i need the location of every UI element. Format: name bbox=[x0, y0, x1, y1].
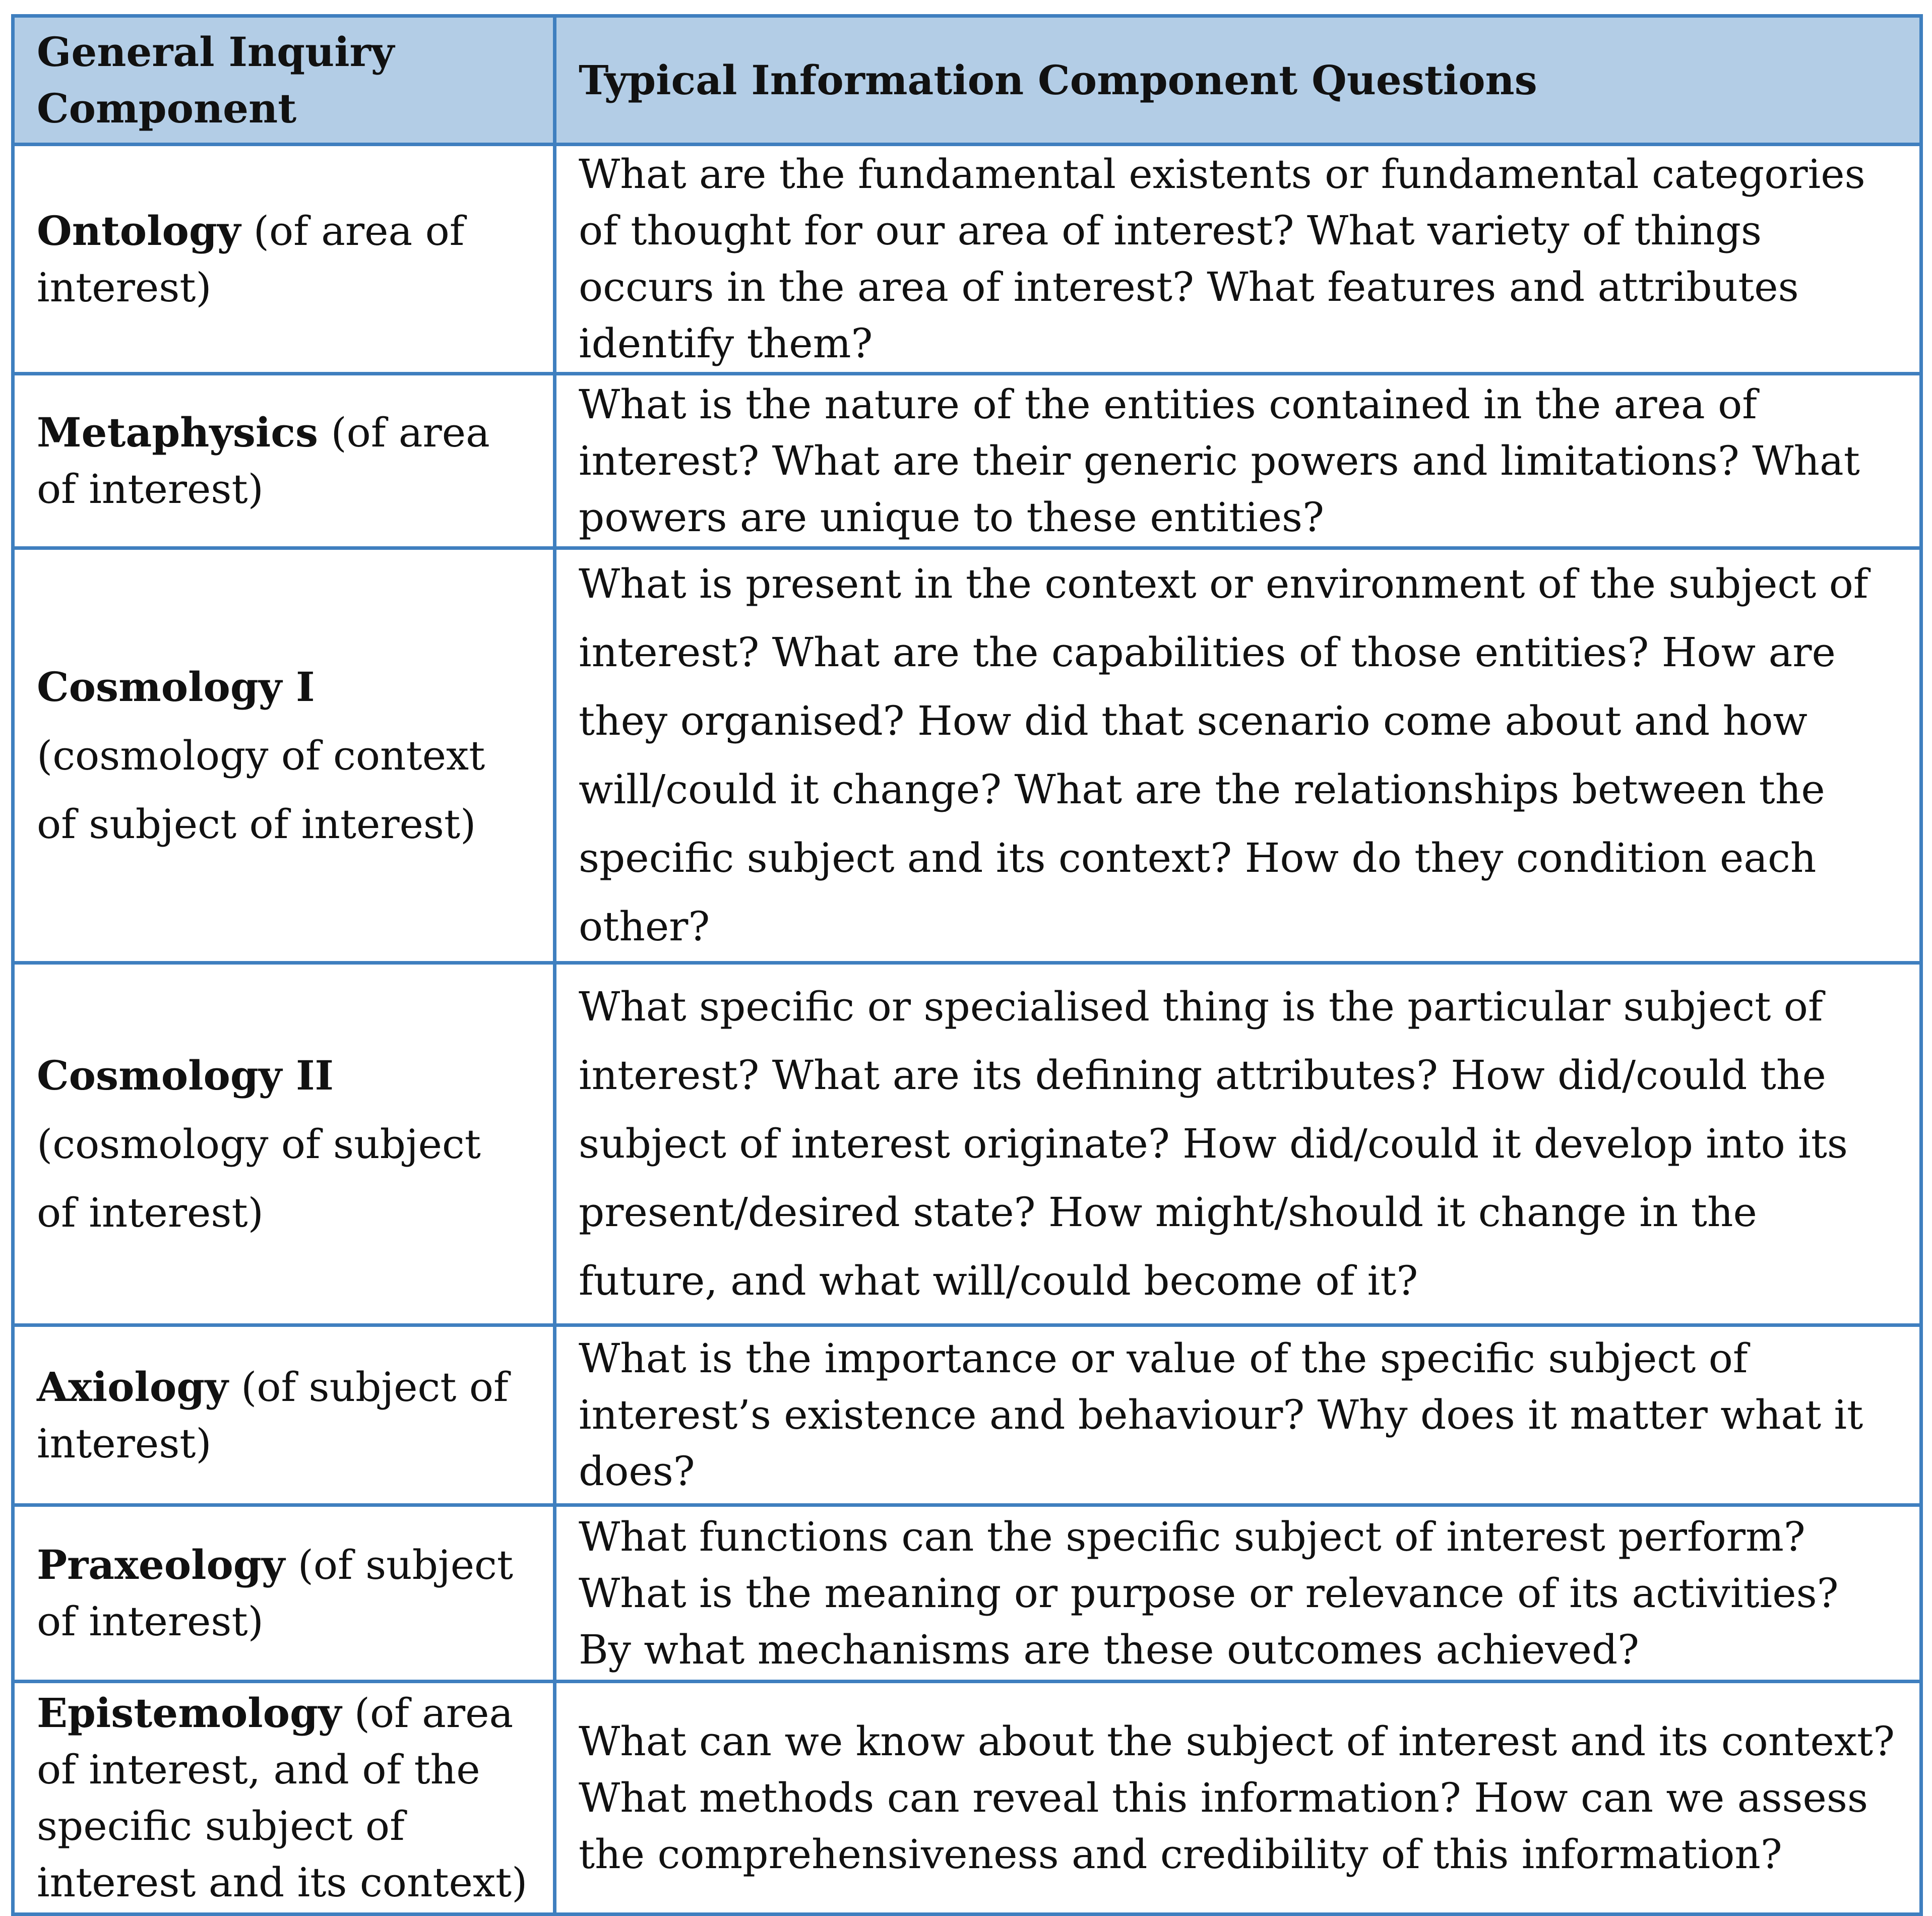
component-term: Metaphysics bbox=[37, 409, 319, 456]
questions-cell: What is the importance or value of the specific subject of interest’s existence and behaviour? Why does it matter what it does? bbox=[555, 1325, 1921, 1505]
component-cell bbox=[13, 548, 555, 963]
table-row bbox=[13, 374, 1921, 548]
table-row bbox=[13, 145, 1921, 374]
component-term: Cosmology I bbox=[37, 663, 315, 711]
questions-cell: What is the nature of the entities contained in the area of interest? What are their generic powers and limitations? What powers are unique to these entities? bbox=[555, 374, 1921, 548]
component-cell bbox=[13, 1682, 555, 1914]
inquiry-components-table bbox=[11, 14, 1923, 1916]
component-qualifier: (cosmology of subject of interest) bbox=[37, 1120, 481, 1236]
component-term: Ontology bbox=[37, 207, 241, 254]
questions-cell: What is present in the context or environment of the subject of interest? What are the capabilities of those entities? How are they organised? How did that scenario come about and how will/could it change? What are the relationships between the specific subject and its context? How do they condition each other? bbox=[555, 548, 1921, 963]
component-qualifier: (of subject of interest) bbox=[37, 1542, 513, 1645]
header-typical-questions: Typical Information Component Questions bbox=[555, 16, 1921, 145]
component-term: Axiology bbox=[37, 1363, 228, 1411]
questions-cell: What functions can the specific subject of interest perform? What is the meaning or purpose or relevance of its activities? By what mechanisms are these outcomes achieved? bbox=[555, 1505, 1921, 1682]
table-row bbox=[13, 1682, 1921, 1914]
component-qualifier: (of subject of interest) bbox=[37, 1363, 509, 1467]
table-row bbox=[13, 1325, 1921, 1505]
component-qualifier: (of area of interest) bbox=[37, 207, 465, 311]
component-cell bbox=[13, 1325, 555, 1505]
questions-cell: What specific or specialised thing is the particular subject of interest? What are its defining attributes? How did/could the subject of interest originate? How did/could it develop into its present/desired state? How might/should it change in the future, and what will/could become of it? bbox=[555, 963, 1921, 1325]
component-cell bbox=[13, 374, 555, 548]
header-row bbox=[13, 16, 1921, 145]
component-term: Cosmology II bbox=[37, 1051, 334, 1099]
table-row bbox=[13, 963, 1921, 1325]
component-term: Epistemology bbox=[37, 1689, 342, 1737]
table-row bbox=[13, 548, 1921, 963]
component-qualifier: (cosmology of context of subject of interest) bbox=[37, 732, 485, 848]
component-cell bbox=[13, 963, 555, 1325]
component-qualifier: (of area of interest) bbox=[37, 409, 490, 513]
table-row bbox=[13, 1505, 1921, 1682]
component-term: Praxeology bbox=[37, 1541, 285, 1588]
component-cell bbox=[13, 1505, 555, 1682]
questions-cell: What can we know about the subject of interest and its context? What methods can reveal this information? How can we assess the comprehensiveness and credibility of this information? bbox=[555, 1682, 1921, 1914]
component-cell bbox=[13, 145, 555, 374]
component-qualifier: (of area of interest, and of the specific subject of interest and its context) bbox=[37, 1690, 528, 1906]
questions-cell: What are the fundamental existents or fundamental categories of thought for our area of interest? What variety of things occurs in the area of interest? What features and attributes identify them? bbox=[555, 145, 1921, 374]
header-general-inquiry-component: General Inquiry Component bbox=[13, 16, 555, 145]
